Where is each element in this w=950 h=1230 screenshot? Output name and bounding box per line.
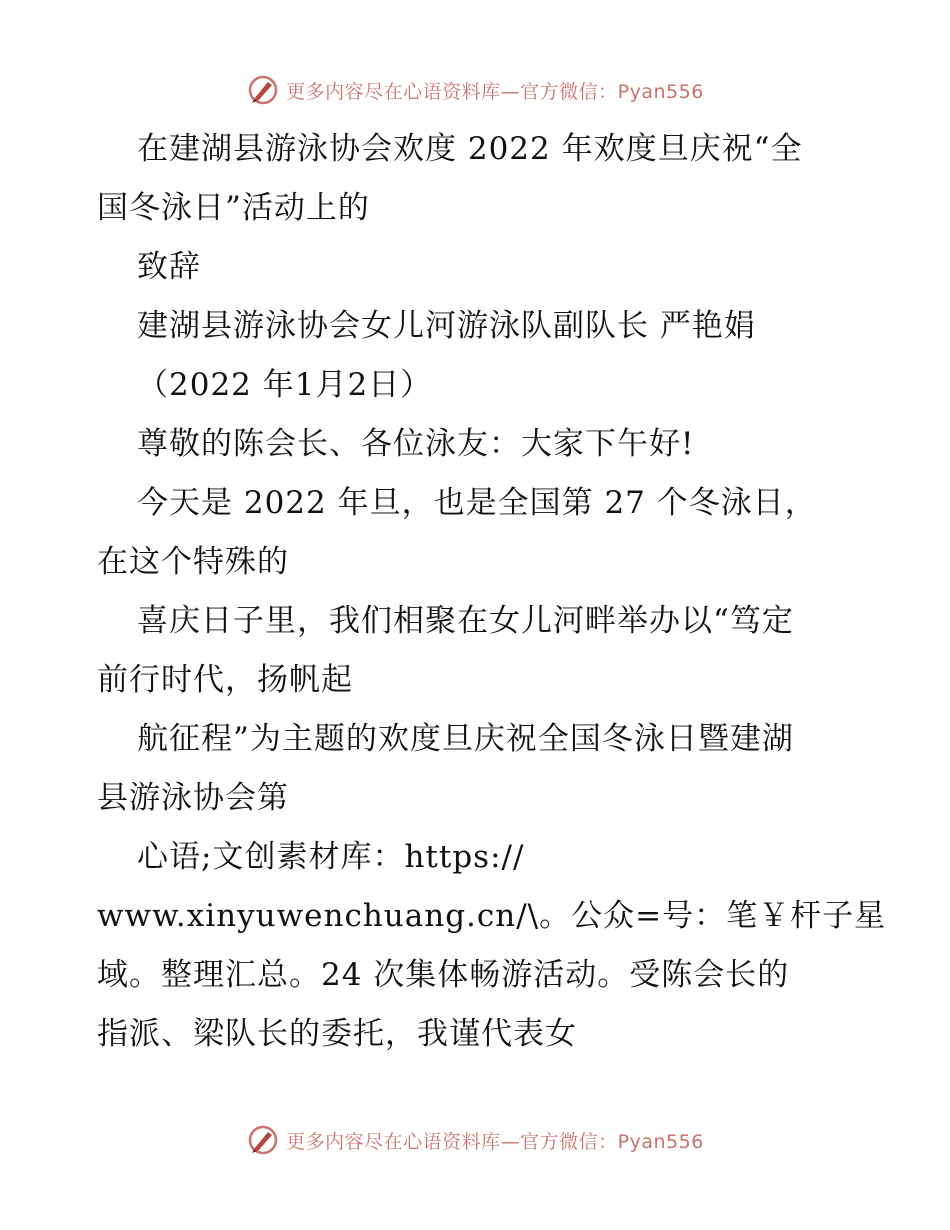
text-line: 域。整理汇总。24 次集体畅游活动。受陈会长的 <box>97 957 790 993</box>
text-line: （2022 年1月2日） <box>137 367 433 403</box>
header-watermark <box>0 70 950 110</box>
text-line: 喜庆日子里，我们相聚在女儿河畔举办以“笃定 <box>137 603 794 639</box>
pen-logo-icon <box>246 73 280 107</box>
footer-watermark <box>0 1120 950 1160</box>
text-line: 心语;文创素材库：https:// <box>137 839 525 875</box>
text-line: 县游泳协会第 <box>97 780 289 816</box>
pen-logo-icon <box>246 1123 280 1157</box>
text-line: 国冬泳日”活动上的 <box>97 190 370 226</box>
text-line: 航征程”为主题的欢度旦庆祝全国冬泳日暨建湖 <box>137 721 794 757</box>
text-line: 建湖县游泳协会女儿河游泳队副队长 严艳娟 <box>137 308 756 344</box>
watermark-text: 更多内容尽在心语资料库—官方微信：Pyan556 <box>286 1130 704 1153</box>
watermark-text: 更多内容尽在心语资料库—官方微信：Pyan556 <box>286 80 704 103</box>
text-line: 指派、梁队长的委托，我谨代表女 <box>97 1016 577 1052</box>
text-line: 尊敬的陈会长、各位泳友：大家下午好! <box>137 426 695 462</box>
text-line: 致辞 <box>137 249 201 285</box>
text-line: 在这个特殊的 <box>97 544 289 580</box>
text-line: 在建湖县游泳协会欢度 2022 年欢度旦庆祝“全 <box>137 131 803 167</box>
text-line: 今天是 2022 年旦，也是全国第 27 个冬泳日， <box>137 485 817 521</box>
text-line: 前行时代，扬帆起 <box>97 662 353 698</box>
document-body <box>97 120 887 1064</box>
text-line: www.xinyuwenchuang.cn/\。公众=号：笔￥杆子星 <box>97 898 887 934</box>
